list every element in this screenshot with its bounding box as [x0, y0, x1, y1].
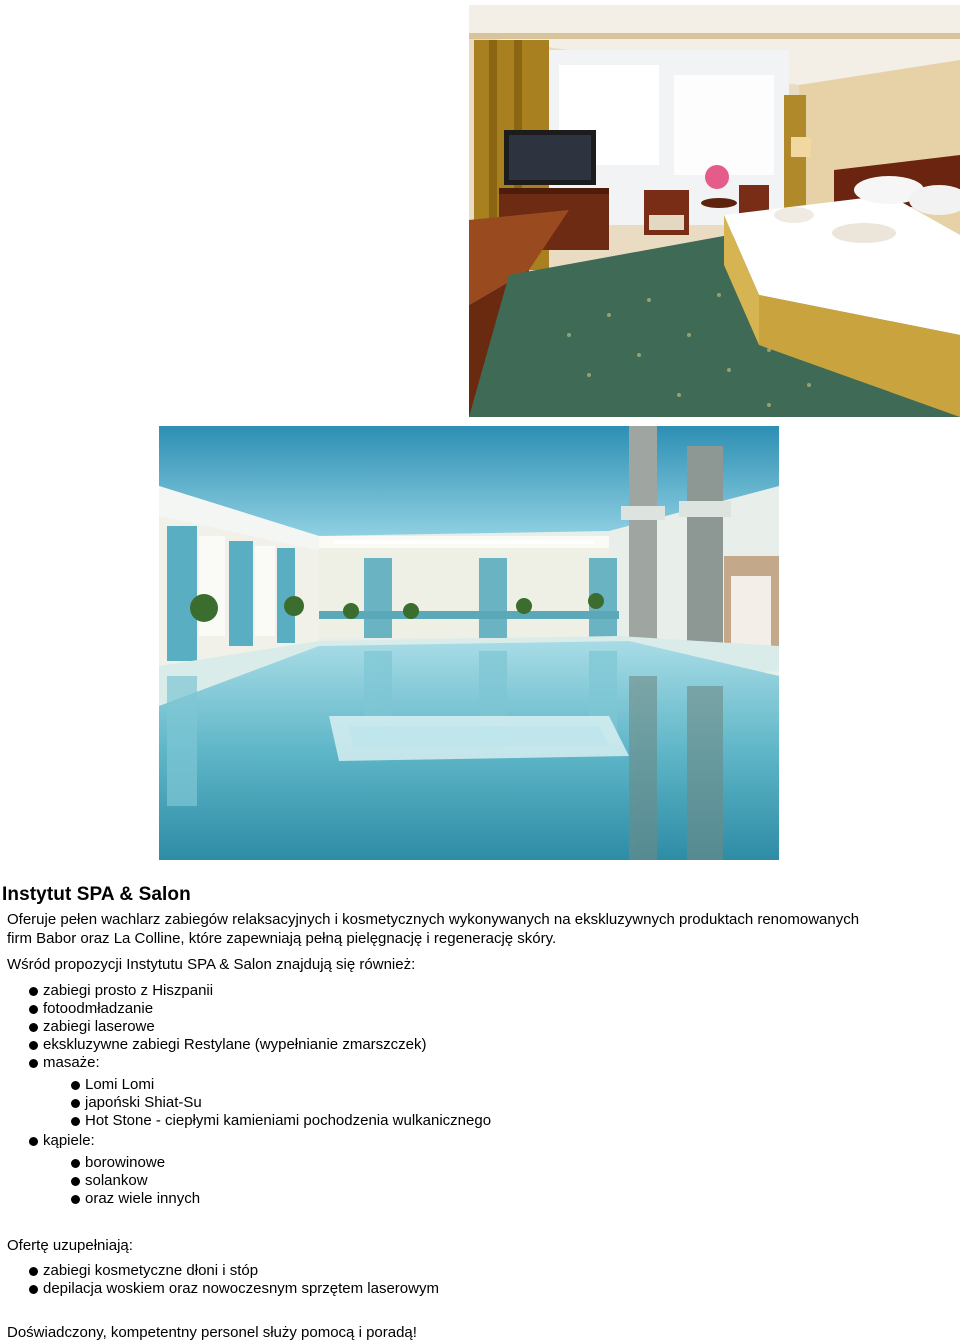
bullet-icon	[29, 1005, 38, 1014]
bullet-icon	[29, 987, 38, 996]
sub-list-item: Hot Stone - ciepłymi kamieniami pochodzenia wulkanicznego	[0, 1112, 700, 1130]
bullet-icon	[29, 1059, 38, 1068]
closing-line: Doświadczony, kompetentny personel służy pomocą i poradą!	[7, 1324, 417, 1341]
bullet-icon	[71, 1117, 80, 1126]
list-item: ekskluzywne zabiegi Restylane (wypełnianie zmarszczek)	[0, 1036, 700, 1054]
bullet-icon	[29, 1267, 38, 1276]
list-item: zabiegi kosmetyczne dłoni i stóp	[0, 1262, 700, 1280]
sub-list-item: oraz wiele innych	[0, 1190, 700, 1208]
bullet-icon	[29, 1137, 38, 1146]
section-heading: Instytut SPA & Salon	[2, 884, 191, 905]
bullet-icon	[71, 1159, 80, 1168]
hotel-room-photo	[469, 5, 960, 417]
bullet-icon	[29, 1041, 38, 1050]
intro-paragraph: Oferuje pełen wachlarz zabiegów relaksacyjnych i kosmetycznych wykonywanych na ekskluzywnych produktach renomowanych firm Babor oraz La Colline, które zapewniają pełną pielęgnację i regenerację skóry.	[7, 911, 860, 947]
list-item: fotoodmładzanie	[0, 1000, 700, 1018]
supplements-list	[0, 1262, 700, 1298]
treatments-lead: Wśród propozycji Instytutu SPA & Salon znajdują się również:	[7, 956, 416, 973]
bullet-icon	[29, 1023, 38, 1032]
bullet-icon	[71, 1177, 80, 1186]
treatments-list	[0, 982, 700, 1208]
sub-list-item: solankow	[0, 1172, 700, 1190]
sub-list-item: japoński Shiat-Su	[0, 1094, 700, 1112]
supplements-lead: Ofertę uzupełniają:	[7, 1237, 133, 1254]
bullet-icon	[29, 1285, 38, 1294]
sub-list-item: Lomi Lomi	[0, 1076, 700, 1094]
bullet-icon	[71, 1195, 80, 1204]
bullet-icon	[71, 1099, 80, 1108]
sub-list-item: borowinowe	[0, 1154, 700, 1172]
list-item-baths: kąpiele:	[0, 1132, 700, 1150]
list-item: zabiegi laserowe	[0, 1018, 700, 1036]
bullet-icon	[71, 1081, 80, 1090]
list-item: depilacja woskiem oraz nowoczesnym sprzętem laserowym	[0, 1280, 700, 1298]
indoor-pool-photo	[159, 426, 779, 860]
list-item-massages: masaże:	[0, 1054, 700, 1072]
list-item: zabiegi prosto z Hiszpanii	[0, 982, 700, 1000]
